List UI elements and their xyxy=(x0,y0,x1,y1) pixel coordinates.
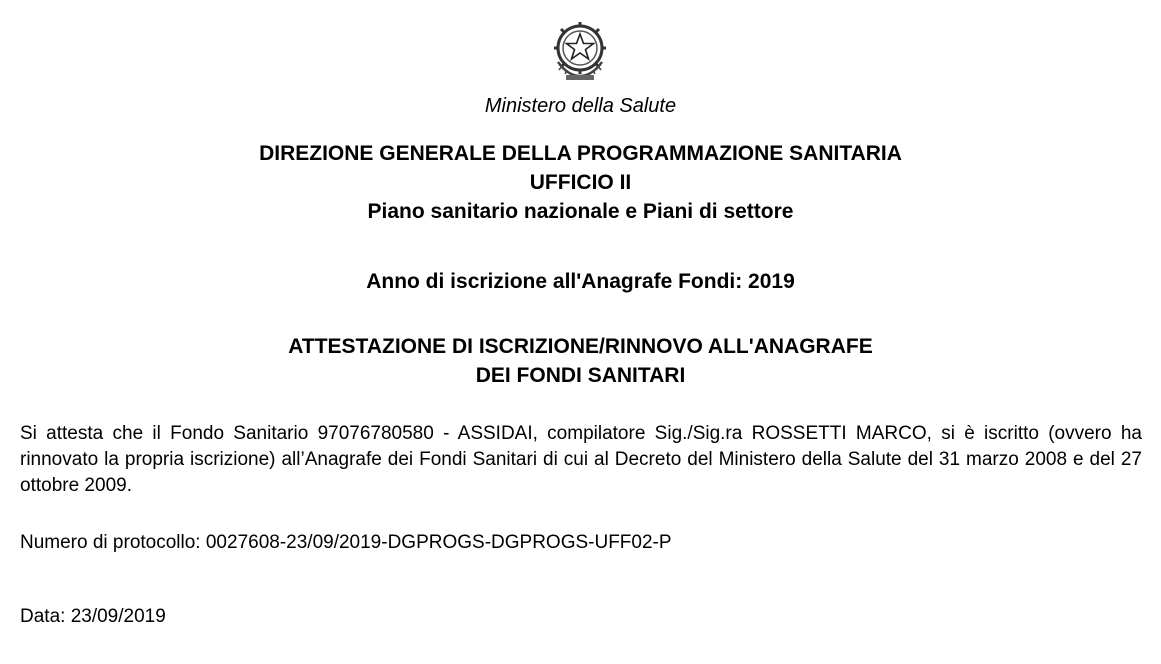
document-date: Data: 23/09/2019 xyxy=(20,606,166,627)
office-title: UFFICIO II xyxy=(529,171,632,194)
directorate-title: DIREZIONE GENERALE DELLA PROGRAMMAZIONE SANITARIA xyxy=(259,142,902,165)
letterhead xyxy=(0,139,1161,226)
attestation-body: Si attesta che il Fondo Sanitario 97076780580 - ASSIDAI, compilatore Sig./Sig.ra ROSSETTI MARCO, si è iscritto (ovvero ha rinnovato la propria iscrizione) all’Anagrafe dei Fondi Sanitari di cui al Decreto del Ministero della Salute del 31 marzo 2008 e del 27 ottobre 2009. xyxy=(20,423,1142,496)
office-subtitle: Piano sanitario nazionale e Piani di settore xyxy=(367,200,794,223)
italian-republic-emblem-icon xyxy=(548,18,612,82)
protocol-number: Numero di protocollo: 0027608-23/09/2019-DGPROGS-DGPROGS-UFF02-P xyxy=(20,532,672,553)
ministry-name: Ministero della Salute xyxy=(484,95,677,117)
registration-year xyxy=(0,267,1161,296)
attestation-title-line-1: ATTESTAZIONE DI ISCRIZIONE/RINNOVO ALL'ANAGRAFE xyxy=(288,335,873,358)
attestation-title-line-2: DEI FONDI SANITARI xyxy=(475,364,686,387)
attestation-title xyxy=(0,332,1161,390)
registration-year-text: Anno di iscrizione all'Anagrafe Fondi: 2019 xyxy=(366,270,795,293)
